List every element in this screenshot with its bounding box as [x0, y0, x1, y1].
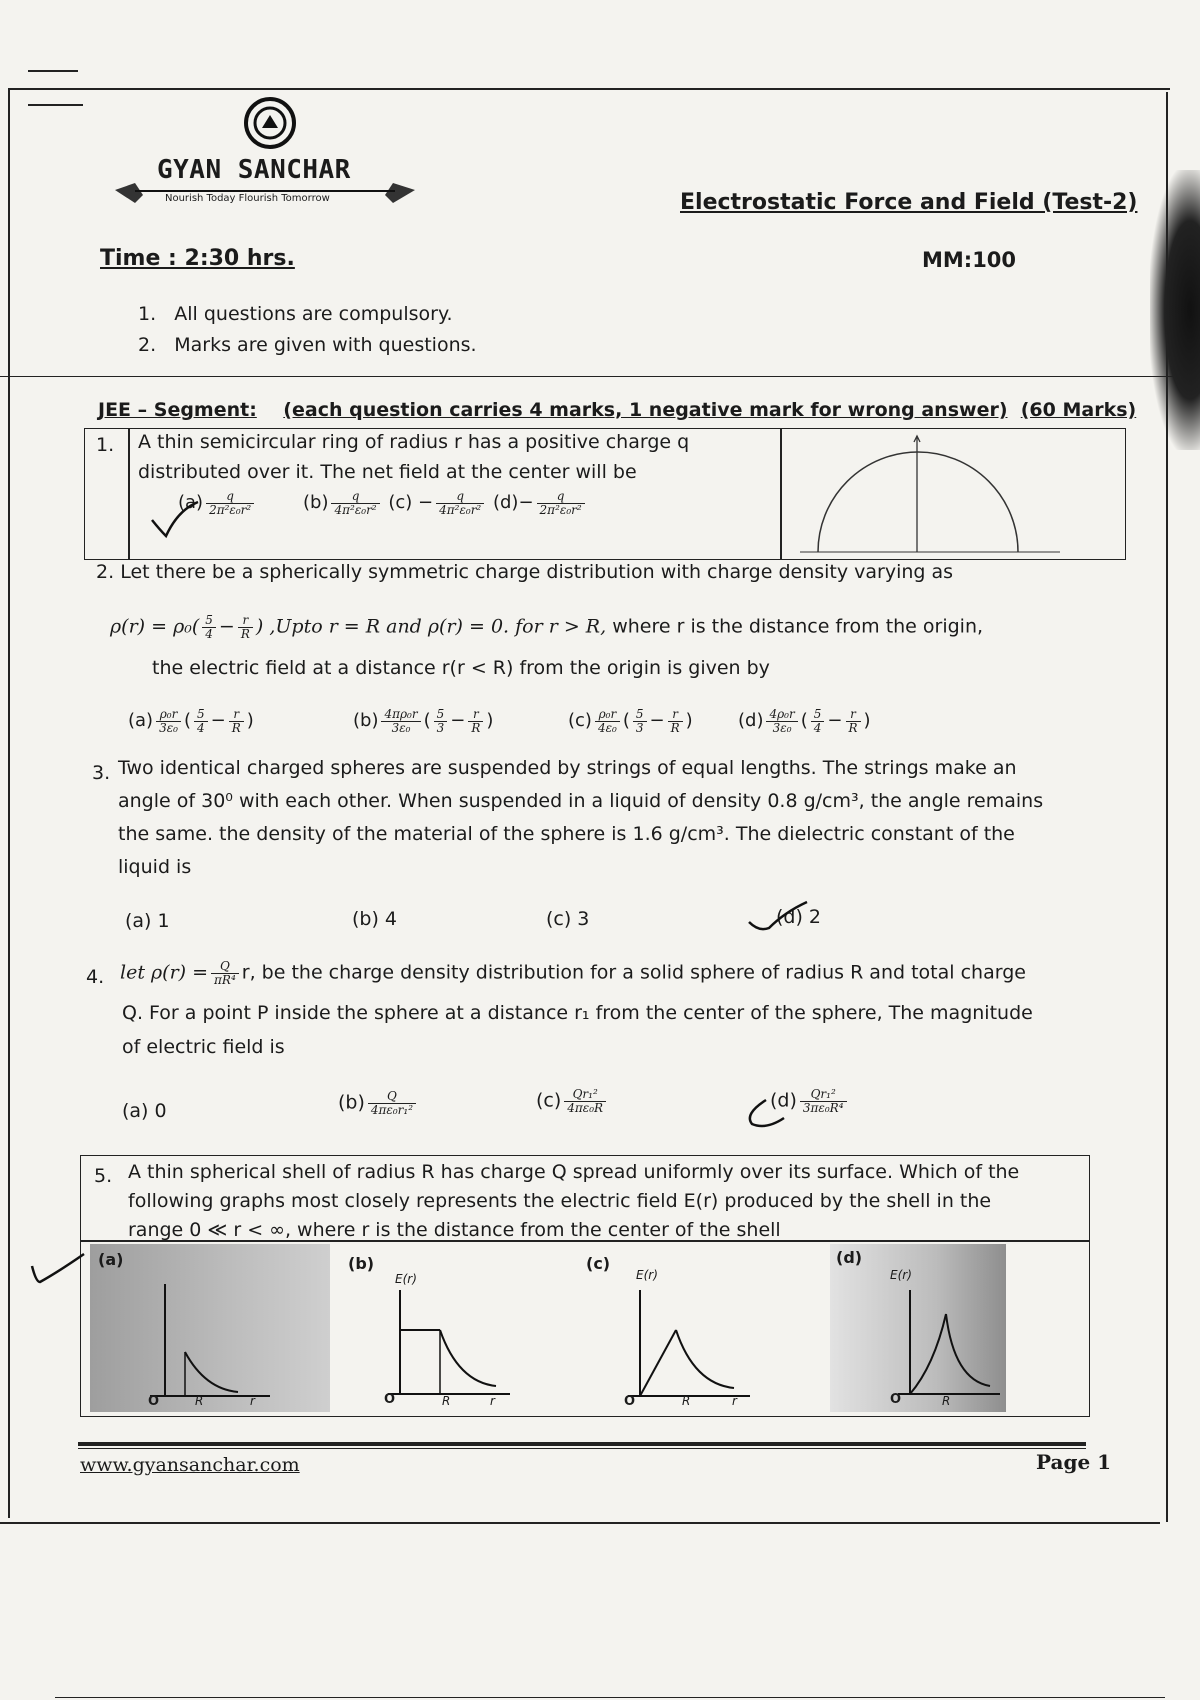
footer-website-text: www.gyansanchar.com [80, 1454, 300, 1476]
q5-graph-b-ylabel: E(r) [395, 1272, 417, 1286]
q5-graph-c-origin: O [624, 1394, 636, 1409]
q2-b-num: 4πρ₀r [381, 708, 420, 722]
q4-option-c-label: (c) [536, 1089, 562, 1112]
q2-d-den: 3ε₀ [772, 720, 792, 735]
q2-b-f1n: 5 [434, 708, 448, 722]
q1-options [178, 490, 588, 516]
scan-mark-2 [28, 104, 83, 106]
q3-number: 3. [92, 762, 111, 784]
q2-a-den: 3ε₀ [159, 720, 178, 735]
q1-option-d[interactable] [492, 489, 588, 517]
q2-b-f2d: R [471, 720, 481, 735]
q2-frac-4: 4 [205, 626, 213, 641]
q2-d-f2n: r [846, 708, 861, 722]
q5-graph-b-origin: O [384, 1392, 396, 1407]
q3-line-2: angle of 30⁰ with each other. When suspended in a liquid of density 0.8 g/cm³, the angle remains [118, 790, 1044, 812]
q5-graph-c-plot [580, 1244, 780, 1412]
q4-option-c[interactable] [536, 1088, 609, 1114]
q2-option-d-label: (d) [738, 710, 764, 732]
q3-option-d[interactable]: (d) 2 [776, 906, 822, 928]
q5-number: 5. [94, 1165, 113, 1187]
q2-close: ) [255, 615, 264, 638]
q4-c-frac [564, 1088, 606, 1114]
q2-option-a-label: (a) [128, 710, 154, 732]
segment-note: (each question carries 4 marks, 1 negative mark for wrong answer) [283, 399, 1008, 421]
q4-d-frac [800, 1088, 847, 1114]
q5-graph-c-r: r [732, 1394, 737, 1408]
q1-d-den: 2π²ε₀r² [539, 502, 582, 517]
q2-c-frac [595, 708, 620, 734]
q2-option-b[interactable]: (b) $\frac{\text{4πρ₀r}}{\text{3ε₀}}$ ( $\frac{5}{3}$ − $\frac{r}{R}$ ) [353, 707, 494, 735]
q5-graph-d-plot [830, 1244, 1006, 1412]
q1-figure-divider [780, 428, 782, 560]
q1-option-a-label: (a) [178, 492, 204, 514]
q2-c-den: 4ε₀ [597, 720, 617, 735]
q1-option-c-frac [436, 490, 484, 516]
logo [115, 95, 415, 215]
q3-option-a[interactable]: (a) 1 [125, 910, 170, 932]
q5-graph-a[interactable] [90, 1244, 330, 1412]
q1-b-den: 4π²ε₀r² [334, 502, 377, 517]
q1-option-d-frac [537, 490, 585, 516]
q4-tick-mark-icon [742, 1094, 792, 1134]
q1-b-num: q [331, 490, 379, 504]
header-separator [0, 376, 1200, 377]
segment-label: JEE – Segment: [98, 399, 257, 421]
brand-name: GYAN SANCHAR [157, 155, 351, 185]
instruction-1 [138, 303, 453, 325]
q2-frac-R: R [240, 626, 250, 641]
q2-upto: ,Upto r = R and ρ(r) = 0. for r > R, [269, 615, 607, 638]
q4-b-num: Q [368, 1090, 416, 1104]
instruction-1-text: All questions are compulsory. [174, 303, 453, 325]
q2-frac-5-4 [202, 614, 216, 640]
q2-d-f2d: R [848, 720, 858, 735]
q5-graph-b-plot [340, 1244, 540, 1412]
q4-rho-pre: let ρ(r) = [120, 961, 209, 984]
q2-c-f2 [668, 708, 683, 734]
left-frame-line [8, 88, 10, 1518]
q1-line-2: distributed over it. The net field at the center will be [138, 461, 637, 483]
q5-tick-mark-icon [28, 1252, 88, 1292]
q3-option-b[interactable]: (b) 4 [352, 908, 398, 930]
test-title [680, 190, 1137, 215]
q5-graph-a-r: r [250, 1394, 255, 1408]
q4-b-den: 4πε₀r₁² [370, 1102, 414, 1117]
q4-c-den: 4πε₀R [567, 1100, 604, 1115]
footer-rule-thick [78, 1442, 1086, 1446]
q2-c-f1d: 3 [635, 720, 644, 735]
segment-header [98, 399, 1136, 421]
q2-a-frac [156, 708, 181, 734]
page-bottom-rule [55, 1697, 1165, 1698]
q5-graph-a-R: R [195, 1394, 204, 1408]
q3-option-c[interactable]: (c) 3 [546, 908, 590, 930]
q5-graph-a-label: (a) [98, 1250, 124, 1269]
q5-line-3: range 0 ≪ r < ∞, where r is the distance from the center of the shell [128, 1219, 781, 1241]
q2-c-f1 [633, 708, 647, 734]
q3-line-3: the same. the density of the material of the sphere is 1.6 g/cm³. The dielectric constant of the [118, 823, 1015, 845]
q4-c-num: Qr₁² [564, 1088, 606, 1102]
q2-a-f1d: 4 [197, 720, 205, 735]
q1-option-b-frac [331, 490, 379, 516]
q1-option-c-label: (c) − [388, 492, 434, 514]
q2-a-f2 [229, 708, 244, 734]
instruction-2-text: Marks are given with questions. [174, 334, 477, 356]
q5-graph-a-origin: O [148, 1394, 160, 1409]
q1-tick-mark-icon [148, 500, 208, 540]
q2-c-num: ρ₀r [595, 708, 620, 722]
q5-graph-d-label: (d) [836, 1248, 863, 1267]
q1-semicircle-figure [790, 434, 1120, 554]
q4-option-b-label: (b) [338, 1091, 365, 1114]
q2-options [128, 708, 1028, 758]
q5-graph-d[interactable] [830, 1244, 1006, 1412]
q2-a-f1n: 5 [194, 708, 208, 722]
q3-line-4: liquid is [118, 856, 192, 878]
instruction-2 [138, 334, 477, 356]
q5-graph-c[interactable] [580, 1244, 780, 1412]
scan-mark-1 [28, 70, 78, 72]
q5-graph-d-R: R [942, 1394, 951, 1408]
q4-line-1 [120, 960, 1026, 986]
instruction-2-num: 2. [138, 334, 157, 356]
q1-option-b-label: (b) [303, 492, 329, 514]
q1-num-divider [128, 428, 130, 560]
segment-marks: (60 Marks) [1020, 399, 1137, 421]
q2-option-c[interactable]: (c) $\frac{\text{ρ₀r}}{\text{4ε₀}}$ ( $\frac{5}{3}$ − $\frac{r}{R}$ ) [568, 707, 693, 735]
q1-a-den: 2π²ε₀r² [209, 502, 252, 517]
q5-graph-b-label: (b) [348, 1254, 375, 1273]
q4-d-den: 3πε₀R⁴ [802, 1100, 844, 1115]
q5-graph-c-label: (c) [586, 1254, 611, 1273]
q2-b-den: 3ε₀ [391, 720, 411, 735]
q1-option-a-frac [206, 490, 254, 516]
q4-number: 4. [86, 966, 105, 988]
top-page-rule [10, 88, 1170, 90]
q5-graph-a-plot [90, 1244, 330, 1412]
q2-c-f1n: 5 [633, 708, 647, 722]
q2-d-f1d: 4 [813, 720, 822, 735]
q5-graph-b-r: r [490, 1394, 495, 1408]
instruction-1-num: 1. [138, 303, 157, 325]
q2-c-f2d: R [670, 720, 680, 735]
q3-line-1: Two identical charged spheres are suspended by strings of equal lengths. The strings make an [118, 757, 1017, 779]
q2-frac-5: 5 [202, 614, 216, 628]
q5-line-2: following graphs most closely represents the electric field E(r) produced by the shell in the [128, 1190, 992, 1212]
q2-line-1 [96, 556, 953, 589]
max-marks: MM:100 [922, 248, 1017, 272]
q2-a-f2d: R [231, 720, 241, 735]
test-title-text: Electrostatic Force and Field (Test-2) [680, 190, 1138, 215]
right-edge-shadow [1150, 170, 1200, 450]
q4-option-b[interactable] [338, 1090, 419, 1116]
q2-b-f1d: 3 [436, 720, 445, 735]
q2-option-a[interactable]: (a) $\frac{\text{ρ₀r}}{\text{3ε₀}}$ ( $\frac{5}{4}$ − $\frac{r}{R}$ ) [128, 707, 254, 735]
q5-graph-d-origin: O [890, 1392, 902, 1407]
q2-d-f2 [846, 708, 861, 734]
q2-line-2 [110, 614, 983, 640]
brand-tagline: Nourish Today Flourish Tomorrow [165, 193, 330, 204]
q1-d-num: q [537, 490, 585, 504]
q4-rho-num: Q [211, 960, 239, 974]
q4-option-a[interactable]: (a) 0 [122, 1100, 167, 1122]
footer-page-number: Page 1 [1036, 1450, 1112, 1474]
q1-c-den: 4π²ε₀r² [439, 502, 482, 517]
time-label-text: Time : 2:30 hrs. [100, 246, 295, 271]
bottom-frame-line [0, 1522, 1160, 1524]
q5-graph-d-ylabel: E(r) [890, 1268, 912, 1282]
q4-rho-frac [211, 960, 239, 986]
q5-graph-b[interactable] [340, 1244, 540, 1412]
q1-number: 1. [96, 434, 115, 456]
q2-option-d[interactable]: (d) $\frac{\text{4ρ₀r}}{\text{3ε₀}}$ ( $\frac{5}{4}$ − $\frac{r}{R}$ ) [738, 707, 871, 735]
q4-b-frac [368, 1090, 416, 1116]
q2-b-frac [381, 708, 420, 734]
q2-a-f2n: r [229, 708, 244, 722]
footer-website[interactable] [80, 1454, 300, 1476]
q2-minus: − [218, 615, 235, 638]
time-label [100, 246, 295, 271]
q5-graph-c-ylabel: E(r) [636, 1268, 658, 1282]
q2-option-b-label: (b) [353, 710, 379, 732]
q2-line-3: the electric field at a distance r(r < R) from the origin is given by [152, 657, 770, 679]
q2-d-f1n: 5 [811, 708, 825, 722]
q2-b-f1 [434, 708, 448, 734]
q2-c-f2n: r [668, 708, 683, 722]
q2-a-num: ρ₀r [156, 708, 181, 722]
q1-option-c[interactable] [388, 489, 487, 517]
q2-where: where r is the distance from the origin, [612, 615, 984, 638]
q3-tick-mark-icon [745, 898, 815, 938]
q5-graph-c-R: R [682, 1394, 691, 1408]
q2-option-c-label: (c) [568, 710, 592, 732]
q1-option-d-label: (d)− [492, 492, 534, 514]
q4-line-3: of electric field is [122, 1036, 285, 1058]
q2-a-f1 [194, 708, 208, 734]
footer-rule-thin [78, 1448, 1086, 1449]
q2-d-num: 4ρ₀r [766, 708, 797, 722]
q2-number: 2. [96, 561, 115, 583]
q2-d-frac [766, 708, 797, 734]
q4-line-2: Q. For a point P inside the sphere at a distance r₁ from the center of the sphere, The magnitude [122, 1002, 1033, 1024]
q5-graph-b-R: R [442, 1394, 451, 1408]
q2-b-f2n: r [468, 708, 483, 722]
q1-option-b[interactable] [303, 489, 383, 517]
q2-frac-r: r [238, 614, 253, 628]
q1-c-num: q [436, 490, 484, 504]
q2-b-f2 [468, 708, 483, 734]
q4-rho-den: πR⁴ [214, 972, 236, 987]
q1-a-num: q [206, 490, 254, 504]
q2-frac-r-R [238, 614, 253, 640]
q5-line-1: A thin spherical shell of radius R has charge Q spread uniformly over its surface. Which of the [128, 1161, 1020, 1183]
q2-text-1: Let there be a spherically symmetric charge distribution with charge density varying as [120, 561, 954, 583]
q4-rho-post: r, be the charge density distribution for a solid sphere of radius R and total charge [241, 961, 1026, 984]
q1-line-1: A thin semicircular ring of radius r has a positive charge q [138, 431, 690, 453]
q2-rho-expr: ρ(r) = ρ₀( [110, 615, 200, 638]
q4-option-d-label: (d) [770, 1089, 797, 1112]
q4-d-num: Qr₁² [800, 1088, 847, 1102]
q2-d-f1 [811, 708, 825, 734]
